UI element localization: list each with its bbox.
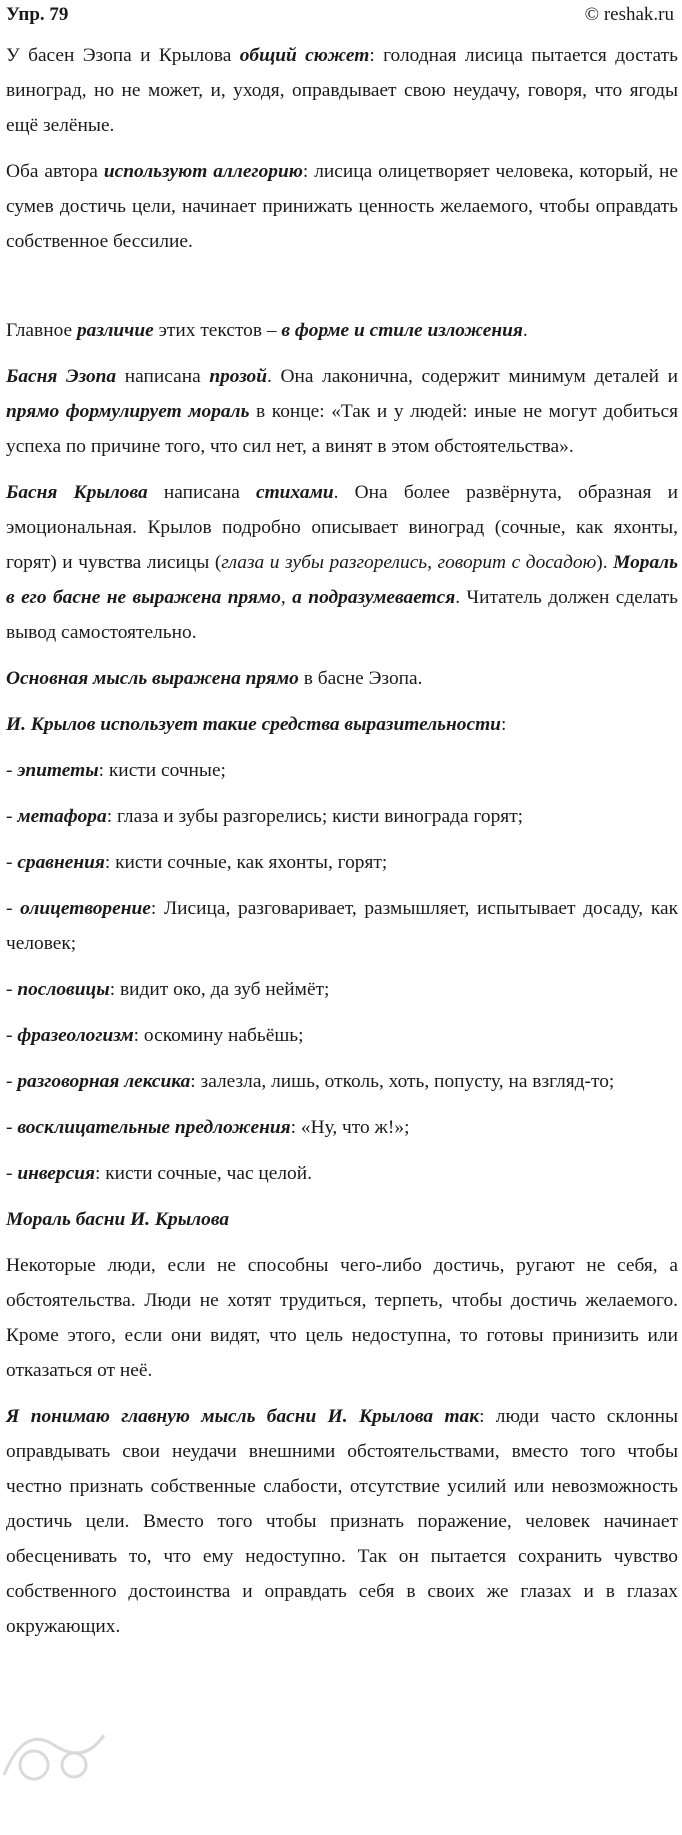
text-paragraph — [6, 359, 678, 464]
text-run: - — [6, 898, 21, 919]
text-paragraph — [6, 38, 678, 143]
emphasis-run: Мораль басни И. Крылова — [6, 1209, 230, 1230]
blank-spacer — [6, 270, 678, 313]
text-run: : оскомину набьёшь; — [133, 1025, 304, 1046]
text-run: . Она более развёрнута, образная и эмоциональная. Крылов подробно описывает виноград (сочные, как яхонты, горят) и чувства лисицы ( — [6, 482, 678, 573]
answer-text — [0, 30, 682, 1644]
text-paragraph — [6, 1110, 678, 1145]
emphasis-run: различие — [76, 320, 154, 341]
text-run: У басен Эзопа и Крылова — [6, 45, 240, 66]
text-run: - — [6, 1025, 18, 1046]
text-run: - — [6, 1071, 18, 1092]
text-paragraph — [6, 1399, 678, 1644]
emphasis-run: олицетворение — [20, 898, 151, 919]
text-run: - — [6, 1163, 18, 1184]
page-header — [0, 0, 682, 30]
emphasis-run: пословицы — [17, 979, 110, 1000]
text-run: ). — [596, 552, 614, 573]
text-run: . Она лаконична, содержит минимум деталей и — [267, 366, 678, 387]
text-paragraph — [6, 475, 678, 650]
emphasis-run: а подразумевается — [292, 587, 456, 608]
text-run: написана — [116, 366, 210, 387]
emphasis-run: Я понимаю главную мысль басни И. Крылова так — [6, 1406, 480, 1427]
text-run: . Читатель должен сделать вывод самостоятельно. — [6, 587, 678, 643]
text-run: : кисти сочные, час целой. — [94, 1163, 312, 1184]
text-paragraph — [6, 1202, 678, 1237]
emphasis-run: Основная мысль выражена прямо — [6, 668, 299, 689]
text-paragraph — [6, 707, 678, 742]
text-run: : голодная лисица пытается достать виноград, но не может, и, уходя, оправдывает свою неудачу, говоря, что ягоды ещё зелёные. — [6, 45, 678, 136]
text-run: Оба автора — [6, 161, 104, 182]
emphasis-run: глаза и зубы разгорелись, говорит с досадою — [221, 552, 597, 573]
text-paragraph — [6, 1018, 678, 1053]
text-run: : кисти сочные; — [98, 760, 226, 781]
emphasis-run: И. Крылов использует такие средства выразительности — [6, 714, 501, 735]
text-paragraph — [6, 1064, 678, 1099]
emphasis-run: прозой — [209, 366, 268, 387]
text-paragraph — [6, 154, 678, 259]
text-run: : видит око, да зуб неймёт; — [109, 979, 330, 1000]
text-run: : Лисица, разговаривает, размышляет, испытывает досаду, как человек; — [6, 898, 678, 954]
emphasis-run: эпитеты — [17, 760, 99, 781]
text-paragraph — [6, 891, 678, 961]
text-run: Главное — [6, 320, 77, 341]
text-paragraph — [6, 313, 678, 348]
emphasis-run: используют аллегорию — [103, 161, 303, 182]
emphasis-run: Басня Крылова — [6, 482, 148, 503]
emphasis-run: стихами — [255, 482, 334, 503]
emphasis-run: Мораль в его басне не выражена прямо — [6, 552, 678, 608]
text-run: в басне Эзопа. — [298, 668, 423, 689]
text-run: : глаза и зубы разгорелись; кисти винограда горят; — [106, 806, 524, 827]
emphasis-run: инверсия — [17, 1163, 95, 1184]
watermark-logo — [0, 1715, 114, 1795]
text-paragraph — [6, 753, 678, 788]
text-run: Некоторые люди, если не способны чего-либо достичь, ругают не себя, а обстоятельства. Люди не хотят трудиться, терпеть, чтобы достичь желаемого. Кроме этого, если они видят, что цель недоступна, то готовы принизить или отказаться от неё. — [6, 1255, 678, 1381]
text-run: : кисти сочные, как яхонты, горят; — [104, 852, 388, 873]
text-paragraph — [6, 1156, 678, 1191]
text-run: в конце: «Так и у людей: иные не могут добиться успеха по причине того, что сил нет, а винят в этом обстоятельства». — [6, 401, 678, 457]
text-run: - — [6, 852, 18, 873]
text-paragraph — [6, 661, 678, 696]
text-paragraph — [6, 845, 678, 880]
text-run: : лисица олицетворяет человека, который, не сумев достичь цели, начинает принижать ценность желаемого, чтобы оправдать собственное бессилие. — [6, 161, 678, 252]
text-run: : люди часто склонны оправдывать свои неудачи внешними обстоятельствами, вместо того чтобы честно признать собственные слабости, отсутствие усилий или невозможность достичь цели. Вместо того чтобы признать поражение, человек начинает обесценивать то, что ему недоступно. Так он пытается сохранить чувство собственного достоинства и оправдать себя в своих же глазах и в глазах окружающих. — [6, 1406, 678, 1637]
text-run: , — [280, 587, 293, 608]
emphasis-run: в форме и стиле изложения — [281, 320, 523, 341]
emphasis-run: восклицательные предложения — [17, 1117, 291, 1138]
emphasis-run: метафора — [17, 806, 107, 827]
text-run: написана — [147, 482, 256, 503]
text-run: : залезла, лишь, отколь, хоть, попусту, на взгляд-то; — [190, 1071, 615, 1092]
text-run: этих текстов – — [153, 320, 282, 341]
text-run: - — [6, 979, 18, 1000]
emphasis-run: разговорная лексика — [17, 1071, 191, 1092]
text-run: - — [6, 806, 18, 827]
emphasis-run: сравнения — [17, 852, 105, 873]
text-run: - — [6, 760, 18, 781]
exercise-number: Упр. 79 — [6, 4, 69, 25]
emphasis-run: Басня Эзопа — [6, 366, 117, 387]
text-paragraph — [6, 1248, 678, 1388]
text-paragraph — [6, 799, 678, 834]
emphasis-run: общий сюжет — [239, 45, 370, 66]
text-paragraph — [6, 972, 678, 1007]
emphasis-run: прямо формулирует мораль — [6, 401, 250, 422]
text-run: - — [6, 1117, 18, 1138]
site-credit: © reshak.ru — [584, 4, 674, 25]
emphasis-run: фразеологизм — [17, 1025, 134, 1046]
text-run: : «Ну, что ж!»; — [290, 1117, 410, 1138]
text-run: : — [500, 714, 507, 735]
text-run: . — [522, 320, 528, 341]
